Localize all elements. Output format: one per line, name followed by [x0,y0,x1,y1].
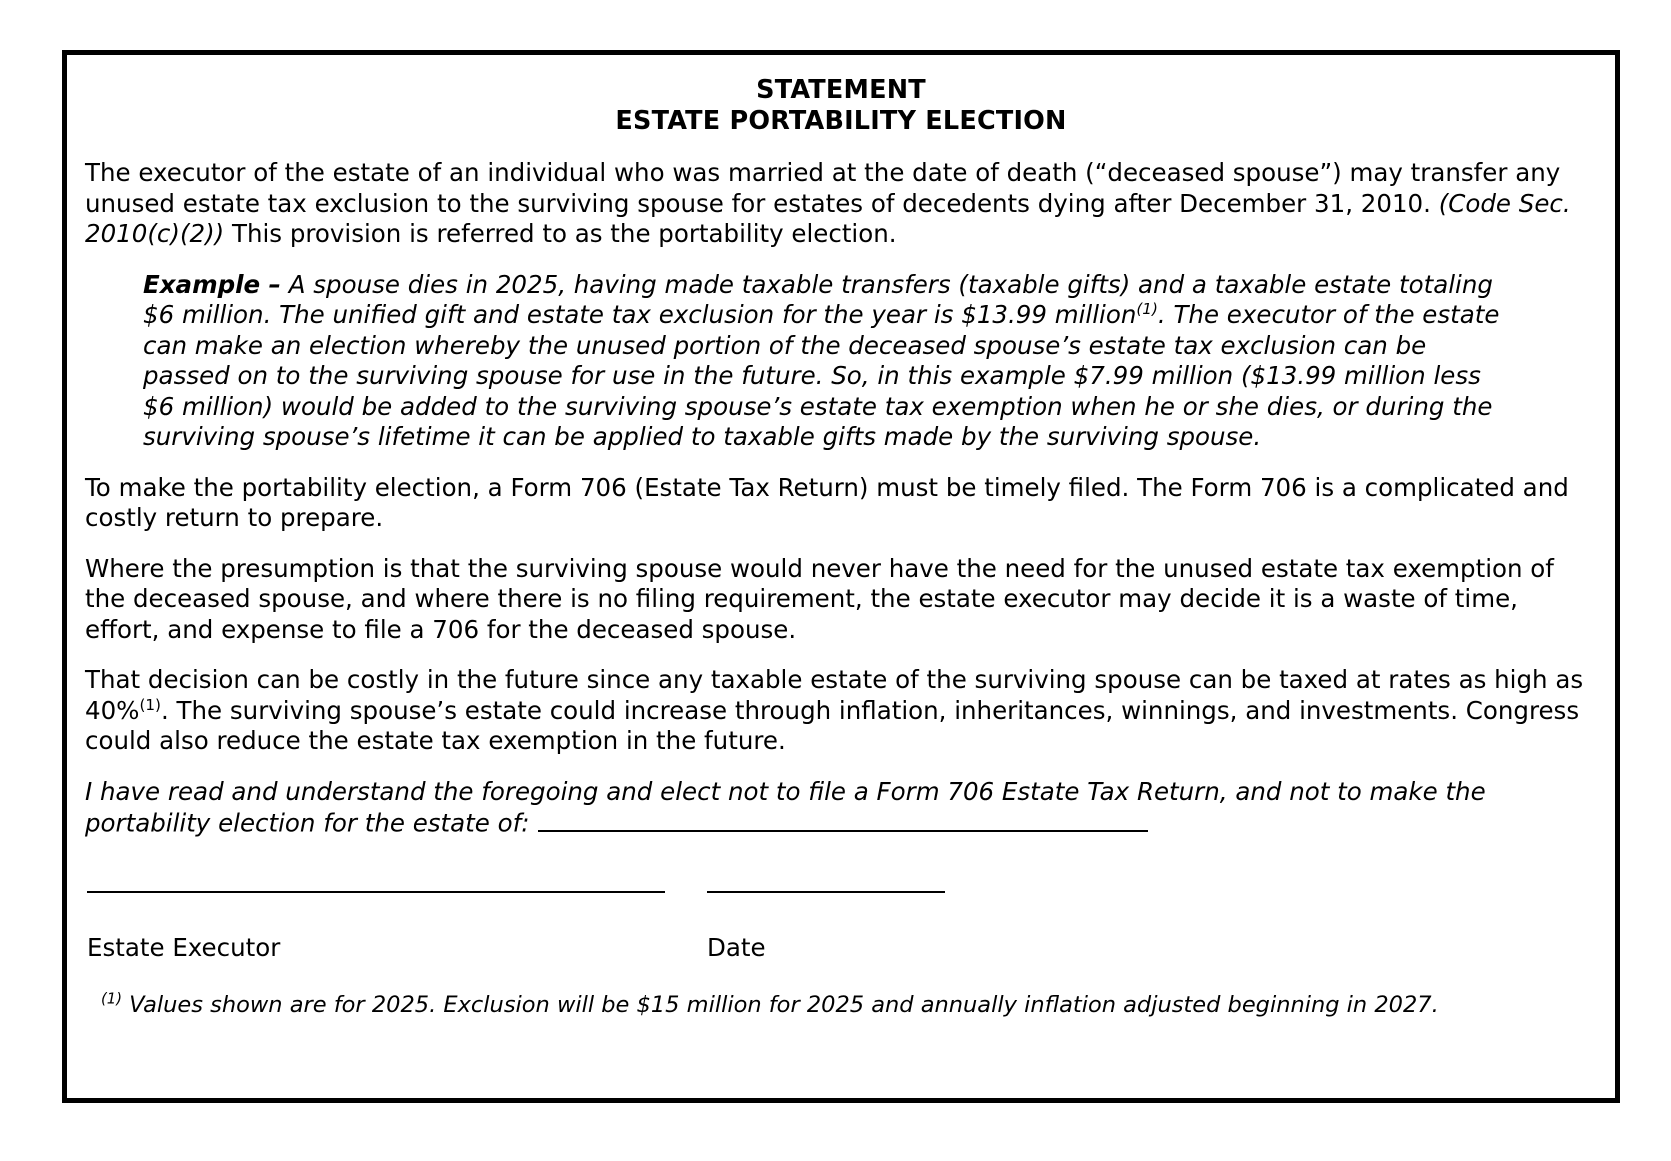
executor-signature-line[interactable] [87,891,665,893]
presumption-paragraph: Where the presumption is that the surviving spouse would never have the need for the unused estate tax exemption of the deceased spouse, and where there is no filing requirement, the estate executor may decide it is a waste of time, effort, and expense to file a 706 for the deceased spouse. [85,553,1554,644]
acknowledgement-statement [85,777,1597,840]
signature-lines [85,869,1597,925]
footnote-reference-mark: (1) [139,695,161,714]
date-signature-line[interactable] [707,891,945,893]
date-label: Date [707,933,766,963]
example-text-a: A spouse dies in 2025, having made taxable transfers (taxable gifts) and a taxable estate totaling $6 million. The unified gift and estate tax exclusion for the year is $13.99 million [143,269,1493,329]
spacer [85,453,1597,473]
statement-document-page [62,50,1620,1103]
footnote-mark: (1) [101,989,123,1008]
spacer [85,645,1597,665]
signature-labels [85,933,1597,969]
example-label: Example – [143,269,281,299]
estate-name-blank-line[interactable] [538,807,1148,832]
document-content [85,69,1597,1019]
title-line-statement: STATEMENT [756,75,926,105]
intro-paragraph [85,158,1597,250]
executor-label: Estate Executor [87,933,281,963]
example-paragraph [85,270,1597,453]
acknowledgement-text: I have read and understand the foregoing and elect not to file a Form 706 Estate Tax Return, and not to make the portability election for the estate of: [85,776,1486,838]
intro-paragraph-text-b: This provision is referred to as the portability election. [224,219,897,248]
form-706-paragraph: To make the portability election, a Form 706 (Estate Tax Return) must be timely filed. The Form 706 is a complicated and costly return to prepare. [85,472,1569,532]
document-title [85,75,1597,137]
footnote-reference-mark: (1) [1136,299,1158,318]
intro-paragraph-citation: (Code Sec. 2010(c)(2)) [85,188,1571,248]
spacer [85,250,1597,270]
spacer [85,534,1597,554]
title-line-subject: ESTATE PORTABILITY ELECTION [615,106,1067,136]
footnote-text: Values shown are for 2025. Exclusion will be $15 million for 2025 and annually inflation adjusted beginning in 2027. [122,992,1439,1019]
example-text-b: . The executor of the estate can make an election whereby the unused portion of the deceased spouse’s estate tax exclusion can be passed on to the surviving spouse for use in the future. So, in this example $7.99 million ($13.99 million less $6 million) would be added to the surviving spouse’s estate tax exemption when he or she dies, or during the surviving spouse’s lifetime it can be applied to taxable gifts made by the surviving spouse. [143,300,1500,451]
costly-decision-text-b: . The surviving spouse’s estate could increase through inflation, inheritances, winnings, and investments. Congress could also reduce the estate tax exemption in the future. [85,695,1580,755]
costly-decision-paragraph [85,665,1597,757]
costly-decision-text-a: That decision can be costly in the future since any taxable estate of the surviving spouse can be taxed at rates as high as 40% [85,665,1584,725]
footnote [85,991,1597,1019]
spacer [85,137,1597,158]
intro-paragraph-text-a: The executor of the estate of an individual who was married at the date of death (“deceased spouse”) may transfer any unused estate tax exclusion to the surviving spouse for estates of decedents dying after December 31, 2010. [85,158,1561,218]
spacer [85,757,1597,777]
